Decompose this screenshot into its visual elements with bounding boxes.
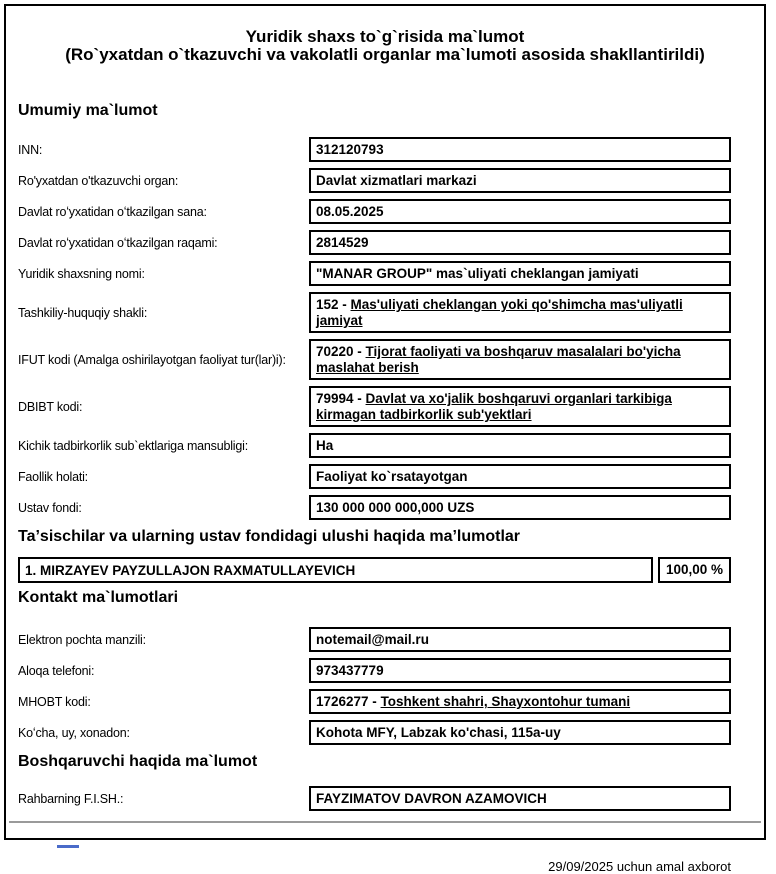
- field-value-box-email: [309, 627, 731, 652]
- field-label: INN:: [18, 142, 43, 157]
- field-value-box-street-address: [309, 720, 731, 745]
- founder-row: [18, 557, 731, 583]
- field-row-registration-date: [18, 199, 731, 224]
- field-label: Davlat roʻyxatidan oʻtkazilgan sana:: [18, 204, 207, 219]
- field-label: Ustav fondi:: [18, 500, 82, 515]
- field-value-box-registering-authority: [309, 168, 731, 193]
- field-row-mhobt-code: [18, 689, 731, 714]
- field-value: 312120793: [316, 142, 384, 157]
- field-label: Tashkiliy-huquqiy shakli:: [18, 305, 148, 320]
- footer-date-note: 29/09/2025 uchun amal axborot: [548, 859, 731, 874]
- entity-info-document: [4, 4, 766, 874]
- field-row-email: [18, 627, 731, 652]
- field-value: 08.05.2025: [316, 204, 384, 219]
- field-label: Koʻcha, uy, xonadon:: [18, 725, 130, 740]
- founder-share: 100,00 %: [665, 562, 724, 577]
- field-value-box-ifut-code: [309, 339, 731, 380]
- field-label: Kichik tadbirkorlik sub`ektlariga mansubligi:: [18, 438, 248, 453]
- field-value-box-dbibt-code: [309, 386, 731, 427]
- field-value-box-director-name: [309, 786, 731, 811]
- field-label: Elektron pochta manzili:: [18, 632, 146, 647]
- field-label: DBIBT kodi:: [18, 399, 83, 414]
- field-row-director-name: [18, 786, 731, 811]
- field-value: "MANAR GROUP" mas`uliyati cheklangan jamiyati: [316, 266, 639, 281]
- field-value-box-charter-fund: [309, 495, 731, 520]
- section-heading-manager: Boshqaruvchi haqida ma`lumot: [18, 753, 258, 770]
- field-value-box-inn: [309, 137, 731, 162]
- field-row-street-address: [18, 720, 731, 745]
- field-value-prefix: 152 -: [316, 297, 351, 312]
- field-row-registering-authority: [18, 168, 731, 193]
- field-row-registration-number: [18, 230, 731, 255]
- field-value-prefix: 79994 -: [316, 391, 366, 406]
- field-label: Ro'yxatdan o'tkazuvchi organ:: [18, 173, 179, 188]
- document-body: [6, 102, 764, 811]
- field-value-box-legal-form: [309, 292, 731, 333]
- page-title: [6, 28, 764, 64]
- field-label: MHOBT kodi:: [18, 694, 91, 709]
- page-title-line1: Yuridik shaxs to`g`risida ma`lumot: [245, 27, 525, 46]
- field-value-box-mhobt-code: [309, 689, 731, 714]
- page-title-line2: (Ro`yxatdan o`tkazuvchi va vakolatli organlar ma`lumoti asosida shakllantirildi): [65, 45, 705, 64]
- field-value: Ha: [316, 438, 334, 453]
- field-label: Rahbarning F.I.SH.:: [18, 791, 124, 806]
- dbibt-code-link[interactable]: Davlat va xo'jalik boshqaruvi organlari tarkibiga kirmagan tadbirkorlik sub'yektlari: [316, 391, 672, 422]
- field-value-box-registration-date: [309, 199, 731, 224]
- field-label: IFUT kodi (Amalga oshirilayotgan faoliyat tur(lar)i):: [18, 352, 286, 367]
- field-row-ifut-code: [18, 339, 731, 380]
- field-value-box-small-business: [309, 433, 731, 458]
- field-value: 2814529: [316, 235, 369, 250]
- mhobt-code-link[interactable]: Toshkent shahri, Shayxontohur tumani: [380, 694, 631, 709]
- field-value-prefix: 1726277 -: [316, 694, 381, 709]
- legal-form-link[interactable]: Mas'uliyati cheklangan yoki qo'shimcha mas'uliyatli jamiyat: [316, 297, 683, 328]
- field-value-box-phone: [309, 658, 731, 683]
- field-row-charter-fund: [18, 495, 731, 520]
- field-row-activity-status: [18, 464, 731, 489]
- field-row-phone: [18, 658, 731, 683]
- field-value: Faoliyat ko`rsatayotgan: [316, 469, 468, 484]
- section-heading-founders: Taʼsischilar va ularning ustav fondidagi ulushi haqida maʼlumotlar: [18, 528, 521, 545]
- field-label: Davlat roʻyxatidan oʻtkazilgan raqami:: [18, 235, 218, 250]
- ifut-code-link[interactable]: Tijorat faoliyati va boshqaruv masalalari bo'yicha maslahat berish: [316, 344, 681, 375]
- field-value: Davlat xizmatlari markazi: [316, 173, 477, 188]
- field-row-legal-form: [18, 292, 731, 333]
- field-label: Faollik holati:: [18, 469, 88, 484]
- field-label: Aloqa telefoni:: [18, 663, 95, 678]
- field-value: FAYZIMATOV DAVRON AZAMOVICH: [316, 791, 547, 806]
- field-value-box-activity-status: [309, 464, 731, 489]
- founder-name: 1. MIRZAYEV PAYZULLAJON RAXMATULLAYEVICH: [25, 562, 356, 578]
- field-row-small-business: [18, 433, 731, 458]
- field-value-prefix: 70220 -: [316, 344, 366, 359]
- field-value: notemail@mail.ru: [316, 632, 429, 647]
- section-heading-contact: Kontakt ma`lumotlari: [18, 589, 179, 606]
- field-value: Kohota MFY, Labzak ko'chasi, 115a-uy: [316, 725, 561, 740]
- founder-share-box: [658, 557, 731, 583]
- field-row-inn: [18, 137, 731, 162]
- founder-name-box: [18, 557, 653, 583]
- field-row-entity-name: [18, 261, 731, 286]
- field-row-dbibt-code: [18, 386, 731, 427]
- field-value: 130 000 000 000,000 UZS: [316, 500, 475, 515]
- section-heading-general: Umumiy ma`lumot: [18, 102, 158, 119]
- field-label: Yuridik shaxsning nomi:: [18, 266, 145, 281]
- footer-divider: [9, 821, 761, 823]
- field-value-box-entity-name: [309, 261, 731, 286]
- field-value-box-registration-number: [309, 230, 731, 255]
- field-value: 973437779: [316, 663, 384, 678]
